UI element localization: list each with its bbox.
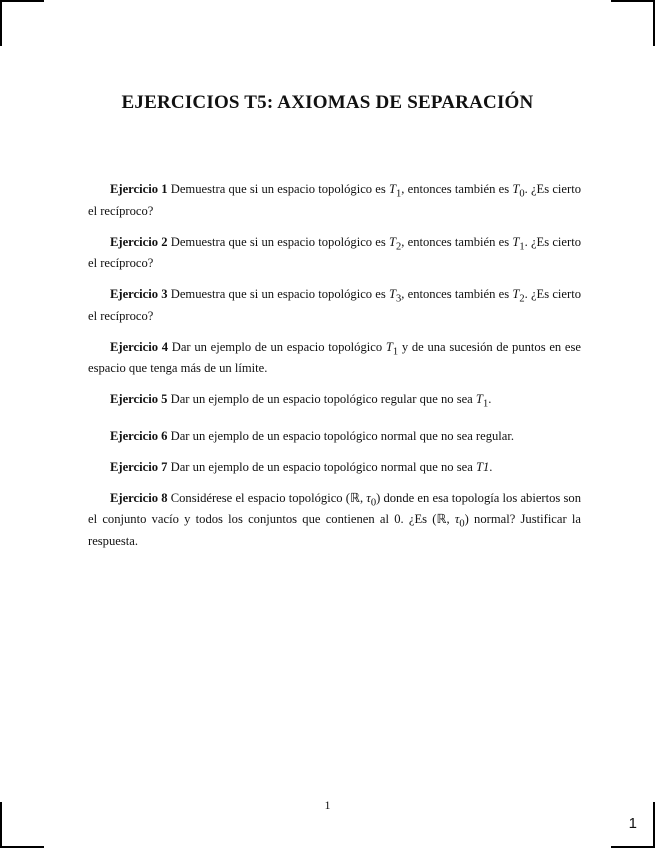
math-subscript: 0 <box>519 188 525 200</box>
math-subscript: 1 <box>482 398 489 410</box>
math-symbol: T <box>388 182 396 196</box>
math-symbol: τ <box>454 512 460 527</box>
exercise-text: Demuestra que si un espacio topológico es <box>167 287 389 302</box>
exercise-text: . ¿Es cierto el recíproco? <box>88 182 581 218</box>
exercise-label: Ejercicio 3 <box>110 287 168 302</box>
exercise-7 <box>88 459 581 475</box>
crop-mark-top-right <box>611 0 655 46</box>
math-symbol: τ <box>366 490 371 505</box>
math-subscript: 2 <box>519 293 525 305</box>
math-symbol: T <box>512 287 520 302</box>
exercise-text: Dar un ejemplo de un espacio topológico <box>168 339 386 354</box>
page-number: 1 <box>324 798 331 812</box>
math-subscript: 3 <box>396 293 402 305</box>
exercise-3 <box>88 286 581 324</box>
exercise-text: , entonces también es <box>401 234 513 249</box>
exercise-text: Demuestra que si un espacio topológico es <box>167 182 389 196</box>
exercise-label: Ejercicio 7 <box>110 459 168 474</box>
exercise-text: Dar un ejemplo de un espacio topológico normal que no sea <box>167 459 476 474</box>
exercise-text: , entonces también es <box>401 287 513 302</box>
math-symbol: T1 <box>475 459 490 474</box>
math-symbol: T <box>475 392 483 407</box>
exercise-text: Demuestra que si un espacio topológico es <box>167 234 389 249</box>
exercise-text: Considérese el espacio topológico (ℝ, <box>167 490 367 505</box>
exercise-5 <box>88 391 581 413</box>
exercise-text: , entonces también es <box>401 182 513 196</box>
math-symbol: T <box>512 182 520 196</box>
math-subscript: 2 <box>396 241 402 253</box>
exercise-4 <box>88 339 581 377</box>
exercise-text: ) normal? Justificar la respuesta. <box>88 512 582 548</box>
math-subscript: 1 <box>392 346 399 358</box>
viewer-page-indicator: 1 <box>628 815 637 832</box>
exercise-text: . ¿Es cierto el recíproco? <box>88 234 581 271</box>
math-symbol: T <box>512 234 520 249</box>
math-symbol: T <box>388 287 396 302</box>
page-title: EJERCICIOS T5: AXIOMAS DE SEPARACIÓN <box>121 92 534 113</box>
math-subscript: 1 <box>519 241 525 253</box>
math-symbol: T <box>385 339 393 354</box>
exercise-text: Dar un ejemplo de un espacio topológico normal que no sea regular. <box>167 428 515 443</box>
math-subscript: 0 <box>370 497 377 509</box>
exercise-label: Ejercicio 8 <box>110 490 168 505</box>
exercise-text: y de una sucesión de puntos en ese espacio que tenga más de un límite. <box>88 339 581 376</box>
exercise-list <box>88 181 581 564</box>
exercise-text: ) donde en esa topología los abiertos son el conjunto vacío y todos los conjuntos que contienen al 0. ¿Es (ℝ, <box>88 490 582 527</box>
exercise-text: Dar un ejemplo de un espacio topológico regular que no sea <box>167 392 476 407</box>
exercise-text: . ¿Es cierto el recíproco? <box>88 287 581 323</box>
exercise-6 <box>88 428 581 444</box>
exercise-text: . <box>488 392 492 407</box>
math-subscript: 1 <box>396 188 402 200</box>
exercise-1 <box>88 181 581 219</box>
exercise-label: Ejercicio 4 <box>110 339 169 354</box>
exercise-2 <box>88 234 581 272</box>
exercise-text: . <box>489 459 493 474</box>
exercise-label: Ejercicio 2 <box>110 234 168 249</box>
exercise-label: Ejercicio 1 <box>110 182 168 196</box>
math-symbol: T <box>388 234 396 249</box>
exercise-8 <box>88 490 581 549</box>
crop-mark-top-left <box>0 0 44 46</box>
math-subscript: 0 <box>459 518 465 530</box>
exercise-label: Ejercicio 5 <box>110 392 168 407</box>
exercise-label: Ejercicio 6 <box>110 428 168 443</box>
